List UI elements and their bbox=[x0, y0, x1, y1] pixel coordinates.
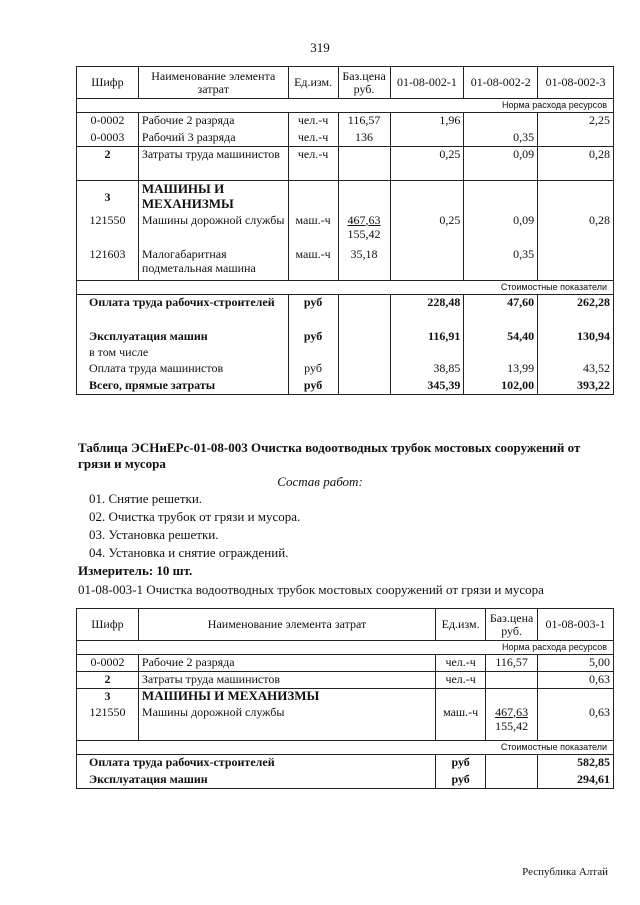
row-price bbox=[338, 213, 390, 247]
row-unit: маш.-ч bbox=[288, 213, 338, 247]
header-unit: Ед.изм. bbox=[288, 67, 338, 99]
row-v3: 0,28 bbox=[538, 213, 614, 247]
row-v2: 0,35 bbox=[464, 130, 538, 147]
section-norm: Норма расхода ресурсов bbox=[77, 99, 614, 113]
row-code: 2 bbox=[77, 672, 139, 689]
cost-unit: руб bbox=[436, 772, 486, 789]
row-price: 35,18 bbox=[338, 247, 390, 281]
row-price: 116,57 bbox=[338, 113, 390, 130]
row-price bbox=[338, 147, 390, 181]
section-norm: Норма расхода ресурсов bbox=[77, 641, 614, 655]
row-name: Рабочие 2 разряда bbox=[138, 113, 288, 130]
row-v3 bbox=[538, 247, 614, 281]
row-v1: 0,63 bbox=[538, 672, 614, 689]
header-col-3: 01-08-002-3 bbox=[538, 67, 614, 99]
row-v2: 0,09 bbox=[464, 147, 538, 181]
header-col-1: 01-08-002-1 bbox=[390, 67, 464, 99]
row-v2: 0,35 bbox=[464, 247, 538, 281]
work-item: 01. Снятие решетки. bbox=[89, 491, 203, 506]
row-name: Рабочий 3 разряда bbox=[138, 130, 288, 147]
machines-title: МАШИНЫ И МЕХАНИЗМЫ bbox=[138, 181, 288, 213]
cost-v2: 47,60 bbox=[464, 295, 538, 329]
row-price bbox=[486, 672, 538, 689]
row-code: 121603 bbox=[77, 247, 139, 281]
header-price: Баз.цена руб. bbox=[486, 609, 538, 641]
row-v3: 2,25 bbox=[538, 113, 614, 130]
cost-name: Оплата труда рабочих-строителей bbox=[77, 295, 289, 329]
work-title: Состав работ: bbox=[277, 474, 363, 489]
row-unit: маш.-ч bbox=[436, 705, 486, 741]
row-unit: маш.-ч bbox=[288, 247, 338, 281]
table-caption: Таблица ЭСНиЕРс-01-08-003 Очистка водоотводных трубок мостовых сооружений от грязи и мусора bbox=[78, 440, 581, 471]
row-unit: чел.-ч bbox=[436, 655, 486, 672]
row-v2: 0,09 bbox=[464, 213, 538, 247]
row-v1: 0,63 bbox=[538, 705, 614, 741]
cost-unit: руб bbox=[288, 378, 338, 395]
work-item: 03. Установка решетки. bbox=[89, 527, 219, 542]
price-value: 467,63 bbox=[495, 704, 529, 719]
cost-v3: 130,94 bbox=[538, 329, 614, 345]
row-name: Затраты труда машинистов bbox=[138, 147, 288, 181]
row-code: 121550 bbox=[77, 705, 139, 741]
cost-unit: руб bbox=[288, 361, 338, 378]
cost-name: Оплата труда машинистов bbox=[77, 361, 289, 378]
header-price: Баз.цена руб. bbox=[338, 67, 390, 99]
cost-v3: 262,28 bbox=[538, 295, 614, 329]
cost-name: в том числе bbox=[77, 345, 289, 361]
row-name: Малогабаритная подметальная машина bbox=[138, 247, 288, 281]
resource-table-01-08-003 bbox=[76, 608, 614, 789]
page-number: 319 bbox=[310, 40, 330, 55]
cost-v3: 393,22 bbox=[538, 378, 614, 395]
row-name: Рабочие 2 разряда bbox=[138, 655, 435, 672]
row-unit: чел.-ч bbox=[436, 672, 486, 689]
subcode: 01-08-003-1 Очистка водоотводных трубок мостовых сооружений от грязи и мусора bbox=[78, 582, 544, 597]
row-v1: 1,96 bbox=[390, 113, 464, 130]
machines-title: МАШИНЫ И МЕХАНИЗМЫ bbox=[138, 689, 435, 705]
row-v1 bbox=[390, 247, 464, 281]
row-v2 bbox=[464, 113, 538, 130]
header-unit: Ед.изм. bbox=[436, 609, 486, 641]
row-v1: 0,25 bbox=[390, 213, 464, 247]
cost-name: Эксплуатация машин bbox=[77, 329, 289, 345]
row-unit: чел.-ч bbox=[288, 147, 338, 181]
machines-code: 3 bbox=[77, 181, 139, 213]
footer-region: Республика Алтай bbox=[522, 866, 608, 878]
cost-unit: руб bbox=[436, 755, 486, 772]
row-code: 0-0002 bbox=[77, 655, 139, 672]
header-name: Наименование элемента затрат bbox=[138, 609, 435, 641]
header-col-1: 01-08-003-1 bbox=[538, 609, 614, 641]
row-name: Затраты труда машинистов bbox=[138, 672, 435, 689]
row-v1 bbox=[390, 130, 464, 147]
row-name: Машины дорожной службы bbox=[138, 213, 288, 247]
work-item: 02. Очистка трубок от грязи и мусора. bbox=[89, 509, 301, 524]
cost-v1: 582,85 bbox=[538, 755, 614, 772]
price-secondary: 155,42 bbox=[495, 718, 529, 733]
meter: Измеритель: 10 шт. bbox=[78, 563, 193, 578]
cost-unit: руб bbox=[288, 295, 338, 329]
row-unit: чел.-ч bbox=[288, 113, 338, 130]
cost-v2: 102,00 bbox=[464, 378, 538, 395]
cost-name: Оплата труда рабочих-строителей bbox=[77, 755, 436, 772]
cost-v1: 116,91 bbox=[390, 329, 464, 345]
section-cost: Стоимостные показатели bbox=[77, 741, 614, 755]
cost-v3: 43,52 bbox=[538, 361, 614, 378]
resource-table-01-08-002 bbox=[76, 66, 614, 395]
cost-v1: 294,61 bbox=[538, 772, 614, 789]
cost-name: Эксплуатация машин bbox=[77, 772, 436, 789]
header-code: Шифр bbox=[77, 609, 139, 641]
header-col-2: 01-08-002-2 bbox=[464, 67, 538, 99]
cost-v2: 13,99 bbox=[464, 361, 538, 378]
row-code: 2 bbox=[77, 147, 139, 181]
row-price bbox=[486, 705, 538, 741]
machines-code: 3 bbox=[77, 689, 139, 705]
cost-unit: руб bbox=[288, 329, 338, 345]
header-name: Наименование элемента затрат bbox=[138, 67, 288, 99]
row-v1: 5,00 bbox=[538, 655, 614, 672]
row-v3: 0,28 bbox=[538, 147, 614, 181]
header-code: Шифр bbox=[77, 67, 139, 99]
row-code: 121550 bbox=[77, 213, 139, 247]
cost-v1: 38,85 bbox=[390, 361, 464, 378]
work-item: 04. Установка и снятие ограждений. bbox=[89, 545, 289, 560]
cost-v1: 228,48 bbox=[390, 295, 464, 329]
row-code: 0-0002 bbox=[77, 113, 139, 130]
cost-name: Всего, прямые затраты bbox=[77, 378, 289, 395]
section-cost: Стоимостные показатели bbox=[77, 281, 614, 295]
cost-v1: 345,39 bbox=[390, 378, 464, 395]
row-price: 116,57 bbox=[486, 655, 538, 672]
row-v3 bbox=[538, 130, 614, 147]
price-value: 467,63 bbox=[347, 212, 381, 227]
row-unit: чел.-ч bbox=[288, 130, 338, 147]
row-code: 0-0003 bbox=[77, 130, 139, 147]
row-name: Машины дорожной службы bbox=[138, 705, 435, 741]
price-secondary: 155,42 bbox=[347, 226, 381, 241]
row-price: 136 bbox=[338, 130, 390, 147]
row-v1: 0,25 bbox=[390, 147, 464, 181]
cost-v2: 54,40 bbox=[464, 329, 538, 345]
